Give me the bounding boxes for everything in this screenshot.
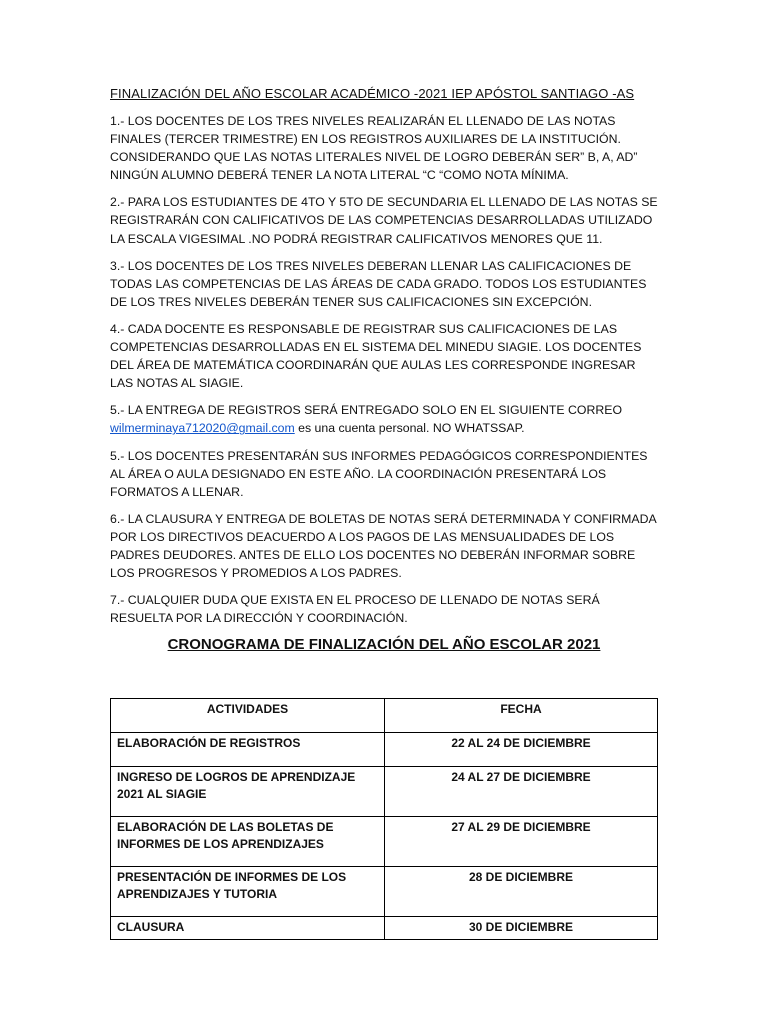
table-row: [111, 767, 658, 817]
date-cell: 30 DE DICIEMBRE: [385, 917, 658, 940]
schedule-table: [110, 698, 658, 940]
schedule-title: CRONOGRAMA DE FINALIZACIÓN DEL AÑO ESCOLAR 2021: [167, 636, 601, 653]
activity-cell: INGRESO DE LOGROS DE APRENDIZAJE 2021 AL SIAGIE: [111, 767, 385, 817]
email-link[interactable]: wilmerminaya712020@gmail.com: [110, 421, 295, 436]
paragraph-6: 6.- LA CLAUSURA Y ENTREGA DE BOLETAS DE NOTAS SERÁ DETERMINADA Y CONFIRMADA POR LOS DIRECTIVOS DEACUERDO A LOS PAGOS DE LAS MENSUALIDADES DE LOS PADRES DEUDORES. ANTES DE ELLO LOS DOCENTES NO DEBERÁN INFORMAR SOBRE LOS PROGRESOS Y PROMEDIOS A LOS PADRES.: [110, 511, 656, 581]
header-activities: ACTIVIDADES: [111, 699, 385, 733]
paragraph-5-text: 5.- LA ENTREGA DE REGISTROS SERÁ ENTREGADO SOLO EN EL SIGUIENTE CORREO: [110, 403, 623, 418]
date-cell: 22 AL 24 DE DICIEMBRE: [385, 733, 658, 767]
table-row: [111, 867, 658, 917]
paragraph-4: 4.- CADA DOCENTE ES RESPONSABLE DE REGISTRAR SUS CALIFICACIONES DE LAS COMPETENCIAS DESARROLLADAS EN EL SISTEMA DEL MINEDU SIAGIE. LOS DOCENTES DEL ÁREA DE MATEMÁTICA COORDINARÁN QUE AULAS LES CORRESPONDE INGRESAR LAS NOTAS AL SIAGIE.: [110, 321, 642, 391]
activity-cell: CLAUSURA: [111, 917, 385, 940]
paragraph-5b: 5.- LOS DOCENTES PRESENTARÁN SUS INFORMES PEDAGÓGICOS CORRESPONDIENTES AL ÁREA O AULA DESIGNADO EN ESTE AÑO. LA COORDINACIÓN PRESENTARÁ LOS FORMATOS A LLENAR.: [110, 448, 648, 499]
activity-cell: ELABORACIÓN DE REGISTROS: [111, 733, 385, 767]
document-title: FINALIZACIÓN DEL AÑO ESCOLAR ACADÉMICO -2021 IEP APÓSTOL SANTIAGO -AS: [110, 86, 635, 101]
paragraph-5: [110, 401, 662, 437]
date-cell: 28 DE DICIEMBRE: [385, 867, 658, 917]
paragraph-5-suffix: es una cuenta personal. NO WHATSSAP.: [294, 421, 525, 436]
date-cell: 24 AL 27 DE DICIEMBRE: [385, 767, 658, 817]
table-header-row: [111, 699, 658, 733]
table-row: [111, 817, 658, 867]
activity-cell: ELABORACIÓN DE LAS BOLETAS DE INFORMES DE LOS APRENDIZAJES: [111, 817, 385, 867]
document-page: [110, 86, 662, 934]
paragraph-1: 1.- LOS DOCENTES DE LOS TRES NIVELES REALIZARÁN EL LLENADO DE LAS NOTAS FINALES (TERCER TRIMESTRE) EN LOS REGISTROS AUXILIARES DE LA INSTITUCIÓN. CONSIDERANDO QUE LAS NOTAS LITERALES NIVEL DE LOGRO DEBERÁN SER” B, A, AD” NINGÚN ALUMNO DEBERÁ TENER LA NOTA LITERAL “C “COMO NOTA MÍNIMA.: [110, 114, 638, 183]
paragraph-7: 7.- CUALQUIER DUDA QUE EXISTA EN EL PROCESO DE LLENADO DE NOTAS SERÁ RESUELTA POR LA DIRECCIÓN Y COORDINACIÓN.: [110, 593, 600, 626]
paragraph-2: 2.- PARA LOS ESTUDIANTES DE 4TO Y 5TO DE SECUNDARIA EL LLENADO DE LAS NOTAS SE REGISTRARÁN CON CALIFICATIVOS DE LAS COMPETENCIAS DESARROLLADAS UTILIZADO LA ESCALA VIGESIMAL .NO PODRÁ REGISTRAR CALIFICATIVOS MENORES QUE 11.: [110, 195, 658, 246]
activity-cell: PRESENTACIÓN DE INFORMES DE LOS APRENDIZAJES Y TUTORIA: [111, 867, 385, 917]
table-row: [111, 917, 658, 940]
date-cell: 27 AL 29 DE DICIEMBRE: [385, 817, 658, 867]
header-date: FECHA: [385, 699, 658, 733]
paragraph-3: 3.- LOS DOCENTES DE LOS TRES NIVELES DEBERAN LLENAR LAS CALIFICACIONES DE TODAS LAS COMPETENCIAS DE LAS ÁREAS DE CADA GRADO. TODOS LOS ESTUDIANTES DE LOS TRES NIVELES DEBERÁN TENER SUS CALIFICACIONES SIN EXCEPCIÓN.: [110, 258, 647, 309]
table-row: [111, 733, 658, 767]
